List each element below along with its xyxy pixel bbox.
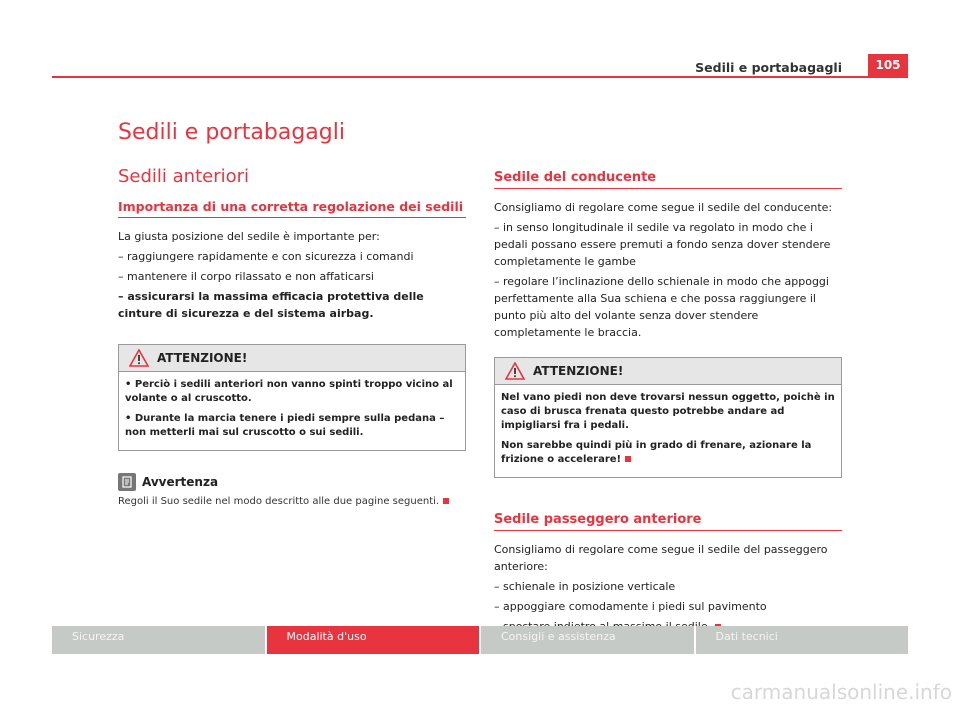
- list-item: – raggiungere rapidamente e con sicurezza i comandi: [118, 250, 414, 263]
- note-text-content: Regoli il Suo sedile nel modo descritto alle due pagine seguenti.: [118, 496, 440, 507]
- warning-line-text: Non sarebbe quindi più in grado di frenare, azionare la frizione o accelerare!: [501, 440, 812, 465]
- list-item: – regolare l’inclinazione dello schienale in modo che appoggi perfettamente alla Sua schiena e che possa raggiungere il punto più alto del volante senza dover stendere completamente le braccia.: [494, 275, 829, 339]
- end-mark-icon: [625, 456, 631, 462]
- warning-line: Nel vano piedi non deve trovarsi nessun oggetto, poichè in caso di brusca frenata questo potrebbe andare ad impigliarsi fra i pedali.: [501, 392, 835, 431]
- warning-header: [495, 358, 841, 385]
- footer-tab-dati-tecnici[interactable]: Dati tecnici: [694, 626, 909, 654]
- warning-box: [494, 357, 842, 478]
- warning-icon: [129, 349, 149, 367]
- list-item: – in senso longitudinale il sedile va regolato in modo che i pedali possano essere premuti a fondo senza dover stendere completamente le gambe: [494, 221, 831, 268]
- running-title: Sedili e portabagagli: [695, 60, 842, 75]
- footer-tab-modalita-uso[interactable]: Modalità d'uso: [265, 626, 480, 654]
- list-item: – appoggiare comodamente i piedi sul pavimento: [494, 600, 767, 613]
- list-item: – mantenere il corpo rilassato e non affaticarsi: [118, 270, 374, 283]
- note-icon: [118, 473, 136, 491]
- section-title: Sedili anteriori: [118, 166, 250, 187]
- warning-body: [119, 372, 465, 450]
- warning-header: [119, 345, 465, 372]
- end-mark-icon: [443, 498, 449, 504]
- warning-line: [501, 439, 835, 467]
- warning-box: [118, 344, 466, 451]
- footer-tab-sicurezza[interactable]: Sicurezza: [52, 626, 265, 654]
- header-rule: [52, 76, 908, 78]
- warning-body: [495, 385, 841, 477]
- paragraph: Consigliamo di regolare come segue il sedile del passeggero anteriore:: [494, 543, 828, 573]
- warning-line: • Durante la marcia tenere i piedi sempre sulla pedana – non metterli mai sul cruscotto o sui sedili.: [125, 413, 445, 438]
- note-title: Avvertenza: [142, 475, 219, 489]
- page-number: 105: [868, 54, 908, 76]
- footer-nav: [52, 626, 908, 654]
- paragraph: Consigliamo di regolare come segue il sedile del conducente:: [494, 201, 833, 214]
- footer-tab-consigli-assistenza[interactable]: Consigli e assistenza: [479, 626, 694, 654]
- subsection-title: Importanza di una corretta regolazione dei sedili: [118, 199, 466, 218]
- passenger-seat-title: Sedile passeggero anteriore: [494, 512, 842, 531]
- warning-title: ATTENZIONE!: [533, 364, 624, 378]
- warning-title: ATTENZIONE!: [157, 351, 248, 365]
- left-column: [118, 166, 466, 509]
- watermark: carmanualsonline.info: [730, 680, 952, 704]
- chapter-title: Sedili e portabagagli: [118, 120, 345, 145]
- right-column: [494, 166, 842, 638]
- warning-icon: [505, 362, 525, 380]
- list-item: – schienale in posizione verticale: [494, 580, 676, 593]
- list-item-bold: – assicurarsi la massima efficacia protettiva delle cinture di sicurezza e del sistema airbag.: [118, 290, 424, 320]
- warning-line: • Perciò i sedili anteriori non vanno spinti troppo vicino al volante o al cruscotto.: [125, 379, 453, 404]
- driver-seat-title: Sedile del conducente: [494, 170, 842, 189]
- intro-text: La giusta posizione del sedile è importante per:: [118, 230, 380, 243]
- note-text: [118, 495, 466, 509]
- note-header: [118, 473, 466, 491]
